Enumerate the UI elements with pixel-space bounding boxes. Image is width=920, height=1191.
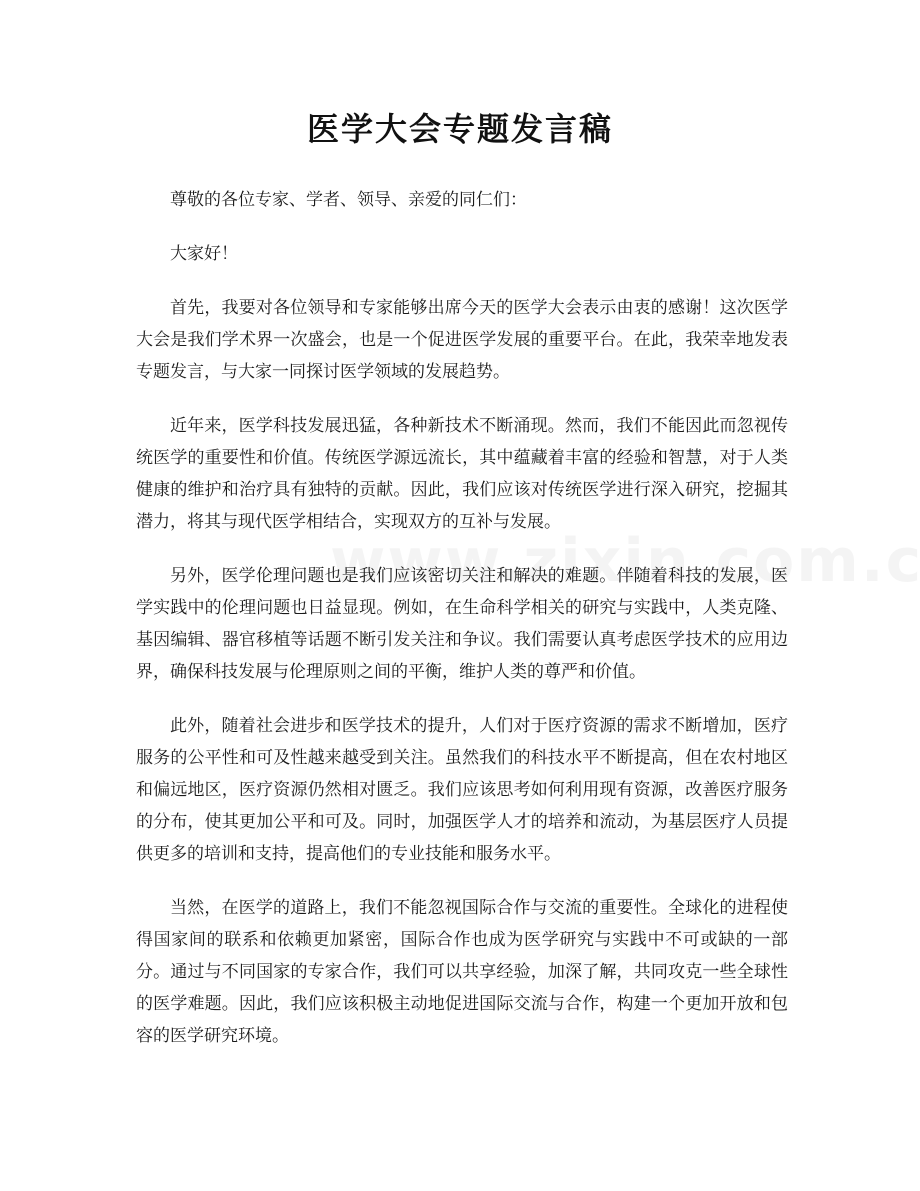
- paragraph-medical-resources: 此外，随着社会进步和医学技术的提升，人们对于医疗资源的需求不断增加，医疗服务的公平性和可及性越来越受到关注。虽然我们的科技水平不断提高，但在农村地区和偏远地区，医疗资源仍然相对匮乏。我们应该思考如何利用现有资源，改善医疗服务的分布，使其更加公平和可及。同时，加强医学人才的培养和流动，为基层医疗人员提供更多的培训和支持，提高他们的专业技能和服务水平。: [136, 716, 788, 864]
- paragraph-intro: 首先，我要对各位领导和专家能够出席今天的医学大会表示由衷的感谢！这次医学大会是我们学术界一次盛会，也是一个促进医学发展的重要平台。在此，我荣幸地发表专题发言，与大家一同探讨医学领域的发展趋势。: [136, 298, 788, 382]
- paragraph-international-cooperation: 当然，在医学的道路上，我们不能忽视国际合作与交流的重要性。全球化的进程使得国家间的联系和依赖更加紧密，国际合作也成为医学研究与实践中不可或缺的一部分。通过与不同国家的专家合作，我们可以共享经验，加深了解，共同攻克一些全球性的医学难题。因此，我们应该积极主动地促进国际交流与合作，构建一个更加开放和包容的医学研究环境。: [136, 898, 788, 1046]
- document-body: [136, 184, 788, 1074]
- greeting: 大家好！: [170, 244, 238, 264]
- paragraph-traditional-medicine: 近年来，医学科技发展迅猛，各种新技术不断涌现。然而，我们不能因此而忽视传统医学的重要性和价值。传统医学源远流长，其中蕴藏着丰富的经验和智慧，对于人类健康的维护和治疗具有独特的贡献。因此，我们应该对传统医学进行深入研究，挖掘其潜力，将其与现代医学相结合，实现双方的互补与发展。: [136, 416, 788, 532]
- salutation: 尊敬的各位专家、学者、领导、亲爱的同仁们：: [170, 190, 527, 210]
- paragraph-medical-ethics: 另外，医学伦理问题也是我们应该密切关注和解决的难题。伴随着科技的发展，医学实践中的伦理问题也日益显现。例如，在生命科学相关的研究与实践中，人类克隆、基因编辑、器官移植等话题不断引发关注和争议。我们需要认真考虑医学技术的应用边界，确保科技发展与伦理原则之间的平衡，维护人类的尊严和价值。: [136, 566, 788, 682]
- document-title: 医学大会专题发言稿: [306, 110, 613, 148]
